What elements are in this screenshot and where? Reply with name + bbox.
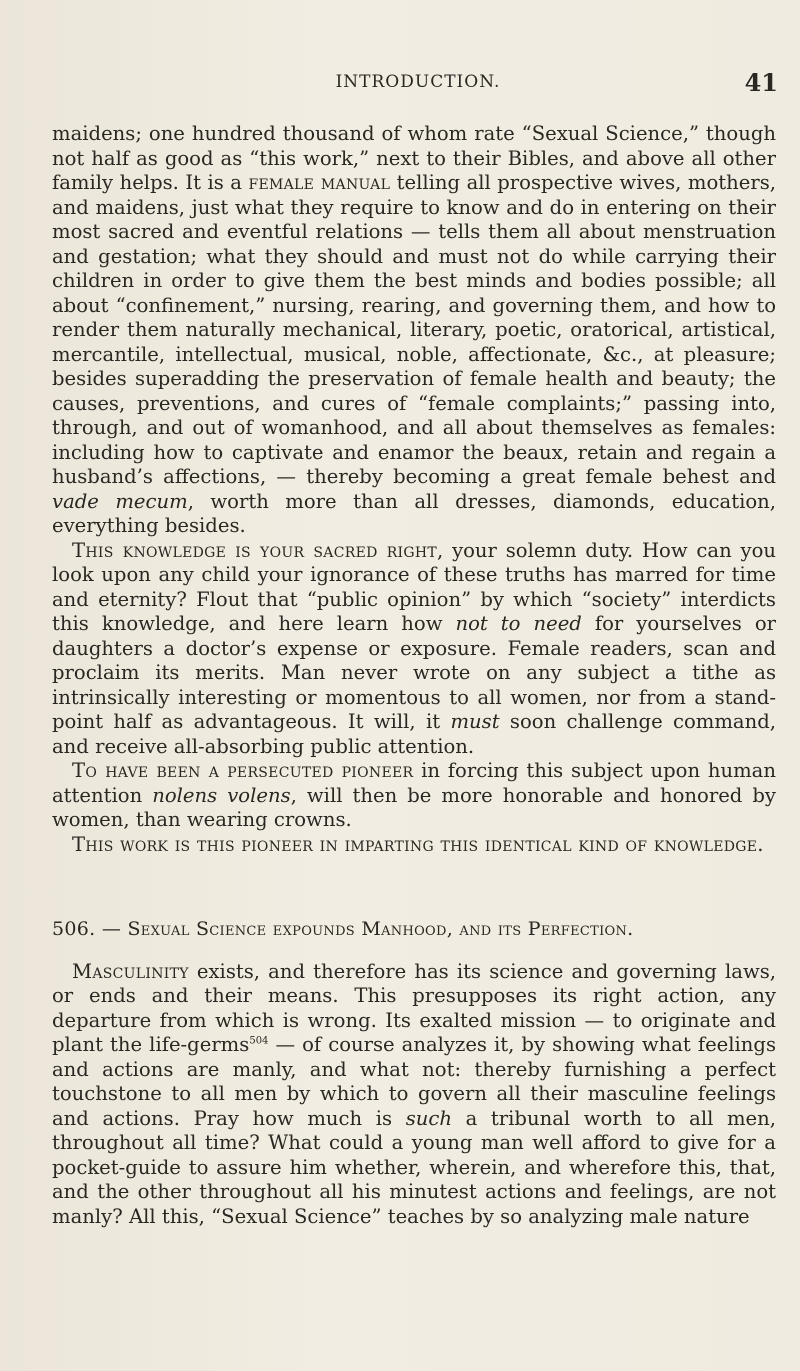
text-run: in forcing this subject upon human attention bbox=[52, 759, 776, 807]
page-header bbox=[58, 68, 778, 102]
text-run: , your solemn duty. How can you look upon any child your ignorance of these truths has marred for time and eternity? Flout that “public opinion” by which “society” interdicts this knowledge, and here learn how bbox=[52, 538, 776, 635]
italic-run: vade mecum bbox=[52, 489, 188, 513]
small-caps-run: female manual bbox=[248, 171, 391, 194]
text-run: a tribunal worth to all men, throughout all time? What could a young man well afford to give for a pocket-guide to assure him whether, wherein, and wherefore this, that, and the other throughout all his minutest actions and feelings, are not manly? All this, “Sexual Science” teaches by so analyzing male nature bbox=[52, 1106, 776, 1228]
paragraph-masculinity bbox=[52, 960, 776, 1230]
text-run: , worth more than all dresses, diamonds, education, everything besides. bbox=[52, 489, 777, 537]
text-run: soon challenge command, and receive all-absorbing public attention. bbox=[52, 710, 776, 758]
paragraph-knowledge bbox=[52, 539, 776, 760]
paragraph-maidens bbox=[52, 122, 776, 539]
body-text bbox=[52, 122, 776, 1229]
text-run: , will then be more honorable and honored by women, than wearing crowns. bbox=[52, 783, 776, 831]
section-heading bbox=[52, 917, 776, 942]
italic-run: nolens volens bbox=[152, 783, 291, 807]
small-caps-run: Masculinity bbox=[72, 959, 189, 983]
footnote-reference: 504 bbox=[249, 1035, 269, 1047]
paragraph-this-work bbox=[52, 833, 776, 858]
text-run: maidens; one hundred thousand of whom rate “Sexual Science,” though not half as good as “this work,” next to their Bibles, and above all other family helps. It is a bbox=[52, 122, 776, 194]
section-title: Sexual Science expounds Manhood, and its Perfection. bbox=[127, 918, 634, 940]
section-number: 506. — bbox=[52, 918, 128, 940]
small-caps-run: To have been a persecuted pioneer bbox=[72, 759, 414, 782]
italic-run: not to need bbox=[455, 612, 582, 635]
text-run: — of course analyzes it, by showing what feelings and actions are manly, and what not: thereby furnishing a perfect touchstone to all men by which to govern all their masculine feelings and actions. Pray how much is bbox=[52, 1033, 777, 1130]
paragraph-pioneer bbox=[52, 759, 776, 833]
running-head: INTRODUCTION. bbox=[335, 72, 501, 92]
small-caps-run: This work is this pioneer in imparting this identical kind of knowledge. bbox=[72, 832, 764, 856]
small-caps-run: This knowledge is your sacred right bbox=[72, 538, 438, 562]
page-number: 41 bbox=[744, 68, 778, 97]
text-run: exists, and therefore has its science and governing laws, or ends and their means. This presupposes its right action, any departure from which is wrong. Its exalted mission — to originate and plant the life-germs bbox=[52, 959, 776, 1056]
italic-run: such bbox=[405, 1106, 452, 1130]
text-run: telling all prospective wives, mothers, and maidens, just what they require to know and do in entering on their most sacred and eventful relations — tells them all about menstruation and gestation; what they should and must not do while carrying their children in order to give them the best minds and bodies possible; all about “confinement,” nursing, rearing, and governing them, and how to render them naturally mechanical, literary, poetic, oratorical, artistical, mercantile, intellectual, musical, noble, affectionate, &c., at pleasure; besides superadding the preservation of female health and beauty; the causes, preventions, and cures of “female complaints;” passing into, through, and out of womanhood, and all about themselves as females: including how to captivate and enamor the beaux, retain and regain a husband’s affections, — thereby becoming a great female behest and bbox=[52, 171, 776, 488]
text-run: for yourselves or daughters a doctor’s expense or exposure. Female readers, scan and proclaim its merits. Man never wrote on any subject a tithe as intrinsically interesting or momentous to all women, nor from a stand-point half as advantageous. It will, it bbox=[52, 612, 776, 733]
italic-run: must bbox=[450, 710, 500, 733]
